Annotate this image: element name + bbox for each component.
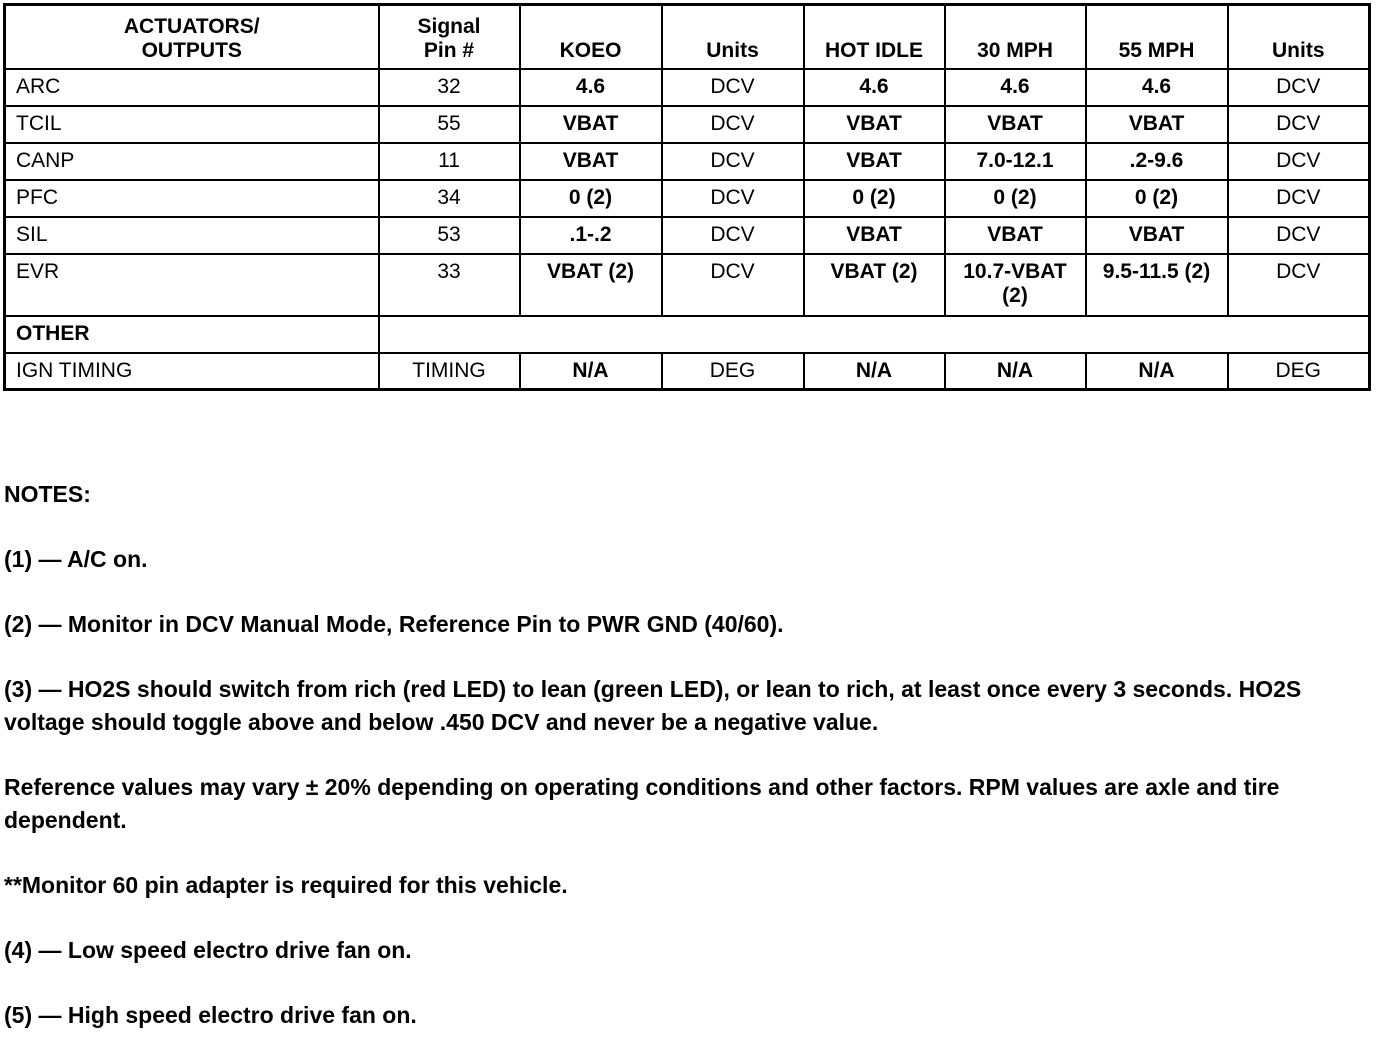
header-signal-pin: Signal Pin # [379, 5, 520, 69]
row-name: CANP [5, 143, 379, 180]
row-units: DCV [662, 180, 804, 217]
row-units: DEG [662, 353, 804, 390]
row-pin: TIMING [379, 353, 520, 390]
row-koeo: N/A [520, 353, 662, 390]
header-actuators: ACTUATORS/ OUTPUTS [5, 5, 379, 69]
note-item: (2) — Monitor in DCV Manual Mode, Reference Pin to PWR GND (40/60). [4, 611, 784, 637]
row-pin: 55 [379, 106, 520, 143]
header-55-mph: 55 MPH [1086, 5, 1228, 69]
row-units: DCV [662, 217, 804, 254]
row-name: ARC [5, 69, 379, 106]
actuator-outputs-table [3, 3, 1371, 391]
note-item: **Monitor 60 pin adapter is required for this vehicle. [4, 872, 568, 898]
row-hot-idle: VBAT [804, 217, 945, 254]
row-30-mph: 0 (2) [945, 180, 1086, 217]
row-55-mph: N/A [1086, 353, 1228, 390]
row-pin: 34 [379, 180, 520, 217]
row-pin: 53 [379, 217, 520, 254]
row-55-mph: VBAT [1086, 106, 1228, 143]
row-koeo: VBAT [520, 106, 662, 143]
row-pin: 11 [379, 143, 520, 180]
other-label: OTHER [5, 316, 379, 353]
row-55-mph: 0 (2) [1086, 180, 1228, 217]
row-30-mph: N/A [945, 353, 1086, 390]
row-hot-idle: VBAT [804, 143, 945, 180]
row-units-2: DCV [1228, 106, 1370, 143]
row-name: TCIL [5, 106, 379, 143]
other-row [5, 316, 1370, 353]
header-hot-idle: HOT IDLE [804, 5, 945, 69]
row-name: SIL [5, 217, 379, 254]
row-koeo: VBAT (2) [520, 254, 662, 316]
row-koeo: 4.6 [520, 69, 662, 106]
note-item: (4) — Low speed electro drive fan on. [4, 937, 412, 963]
row-pin: 33 [379, 254, 520, 316]
row-hot-idle: VBAT [804, 106, 945, 143]
row-30-mph: 7.0-12.1 [945, 143, 1086, 180]
note-item: Reference values may vary ± 20% depending on operating conditions and other factors. RPM values are axle and tire dependent. [4, 774, 1280, 833]
row-55-mph: 9.5-11.5 (2) [1086, 254, 1228, 316]
table-row [5, 143, 1370, 180]
row-30-mph: VBAT [945, 106, 1086, 143]
row-55-mph: VBAT [1086, 217, 1228, 254]
note-item: (1) — A/C on. [4, 546, 148, 572]
row-koeo: VBAT [520, 143, 662, 180]
header-30-mph: 30 MPH [945, 5, 1086, 69]
row-units: DCV [662, 143, 804, 180]
header-row [5, 5, 1370, 69]
row-koeo: 0 (2) [520, 180, 662, 217]
row-units: DCV [662, 106, 804, 143]
table-row [5, 180, 1370, 217]
row-name: PFC [5, 180, 379, 217]
row-hot-idle: VBAT (2) [804, 254, 945, 316]
header-units: Units [662, 5, 804, 69]
row-30-mph: 10.7-VBAT (2) [945, 254, 1086, 316]
note-item: (3) — HO2S should switch from rich (red LED) to lean (green LED), or lean to rich, at least once every 3 seconds. HO2S voltage should toggle above and below .450 DCV and never be a negative value. [4, 676, 1302, 735]
row-name: IGN TIMING [5, 353, 379, 390]
row-units-2: DCV [1228, 143, 1370, 180]
table-row [5, 217, 1370, 254]
row-units-2: DCV [1228, 217, 1370, 254]
notes-heading: NOTES: [4, 481, 91, 507]
row-koeo: .1-.2 [520, 217, 662, 254]
row-units-2: DCV [1228, 254, 1370, 316]
row-30-mph: 4.6 [945, 69, 1086, 106]
row-55-mph: .2-9.6 [1086, 143, 1228, 180]
table-row [5, 106, 1370, 143]
notes-section [4, 478, 1379, 1064]
row-30-mph: VBAT [945, 217, 1086, 254]
header-units-2: Units [1228, 5, 1370, 69]
row-units-2: DEG [1228, 353, 1370, 390]
table-row [5, 254, 1370, 316]
row-name: EVR [5, 254, 379, 316]
row-55-mph: 4.6 [1086, 69, 1228, 106]
header-koeo: KOEO [520, 5, 662, 69]
row-hot-idle: N/A [804, 353, 945, 390]
ign-timing-row [5, 353, 1370, 390]
row-units-2: DCV [1228, 180, 1370, 217]
row-units: DCV [662, 254, 804, 316]
table-row [5, 69, 1370, 106]
note-item: (5) — High speed electro drive fan on. [4, 1002, 417, 1028]
row-pin: 32 [379, 69, 520, 106]
row-units: DCV [662, 69, 804, 106]
other-blank [379, 316, 1370, 353]
row-hot-idle: 4.6 [804, 69, 945, 106]
row-units-2: DCV [1228, 69, 1370, 106]
row-hot-idle: 0 (2) [804, 180, 945, 217]
